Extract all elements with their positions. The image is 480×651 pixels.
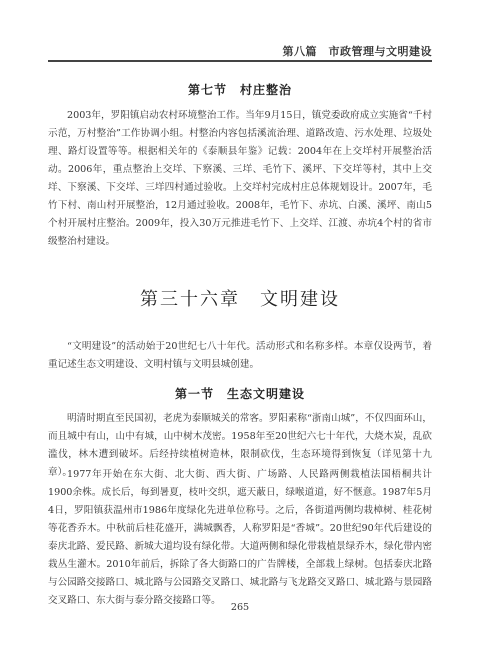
page-number: 265: [230, 602, 250, 613]
running-header: 第八篇 市政管理与文明建设: [282, 45, 432, 58]
section-paragraph-1: 明清时期直至民国初，老虎为泰顺城关的常客。罗阳素称“浙南山城”，不仅四面环山，而且城中有山，山中有城，山中树木茂密。1958年至20世纪六七十年代，大烧木炭，乱砍滥伐，林木遭到破坏。后经持续植树造林，限制砍伐，生态环境得到恢复（详见第十九章）。: [48, 413, 432, 478]
section-paragraph-2: 1977年开始在东大街、北大街、西大街、广场路、人民路两侧栽植法国梧桐共计1900余株。成长后，每到暑夏，枝叶交织，遮天蔽日，绿喉道道，好不惬意。1987年5月4日，罗阳镇获温州市1986年度绿化先进单位称号。之后，各街道两侧均栽樟树、桂花树等花香乔木。中秋前后桂花盛开，满城飘香，人称罗阳是“香城”。20世纪90年代后建设的泰庆北路、爱民路、新城大道均设有绿化带。大道两侧和绿化带栽植景绿乔木，绿化带内密栽丛生灌木。2010年前后，拆除了各大街路口的广告牌楼，全部栽上绿树。包括泰庆北路与公园路交接路口、城北路与公园路交叉路口、城北路与飞龙路交叉路口、城北路与景园路交叉路口、东大街与泰分路交接路口等。: [48, 469, 432, 606]
section-title-village-renovation: 第七节 村庄整治: [187, 83, 292, 97]
section-title-ecological: 第一节 生态文明建设: [174, 387, 305, 401]
header-divider: [48, 60, 432, 62]
section-paragraph: 2003年，罗阳镇启动农村环境整治工作。当年9月15日，镇党委政府成立实施省“千村示范，万村整治”工作协调小组。村整治内容包括溪流治理、道路改造、污水处理、垃圾处理、路灯设置等等。根据相关年的《泰顺县年鉴》记载：2004年在上交垟村开展整治活动。2006年，重点整治上交垟、下察溪、三垟、毛竹下、溪坪、下交垟等村，其中上交垟、下察溪、下交垟、三垟四村通过验收。上交垟村完成村庄总体规划设计。2007年，毛竹下村、南山村开展整治，12月通过验收。2008年，毛竹下、赤坑、白溪、溪坪、南山5个村开展村庄整治。2009年，投入30万元推进毛竹下、上交垟、江渡、赤坑4个村的省市级整治村建设。: [48, 110, 432, 247]
chapter-title: 第三十六章 文明建设: [140, 289, 340, 310]
chapter-intro-paragraph: “文明建设”的活动始于20世纪七八十年代。活动形式和名称多样。本章仅设两节，着重记述生态文明建设、文明村镇与文明县城创建。: [48, 341, 432, 370]
